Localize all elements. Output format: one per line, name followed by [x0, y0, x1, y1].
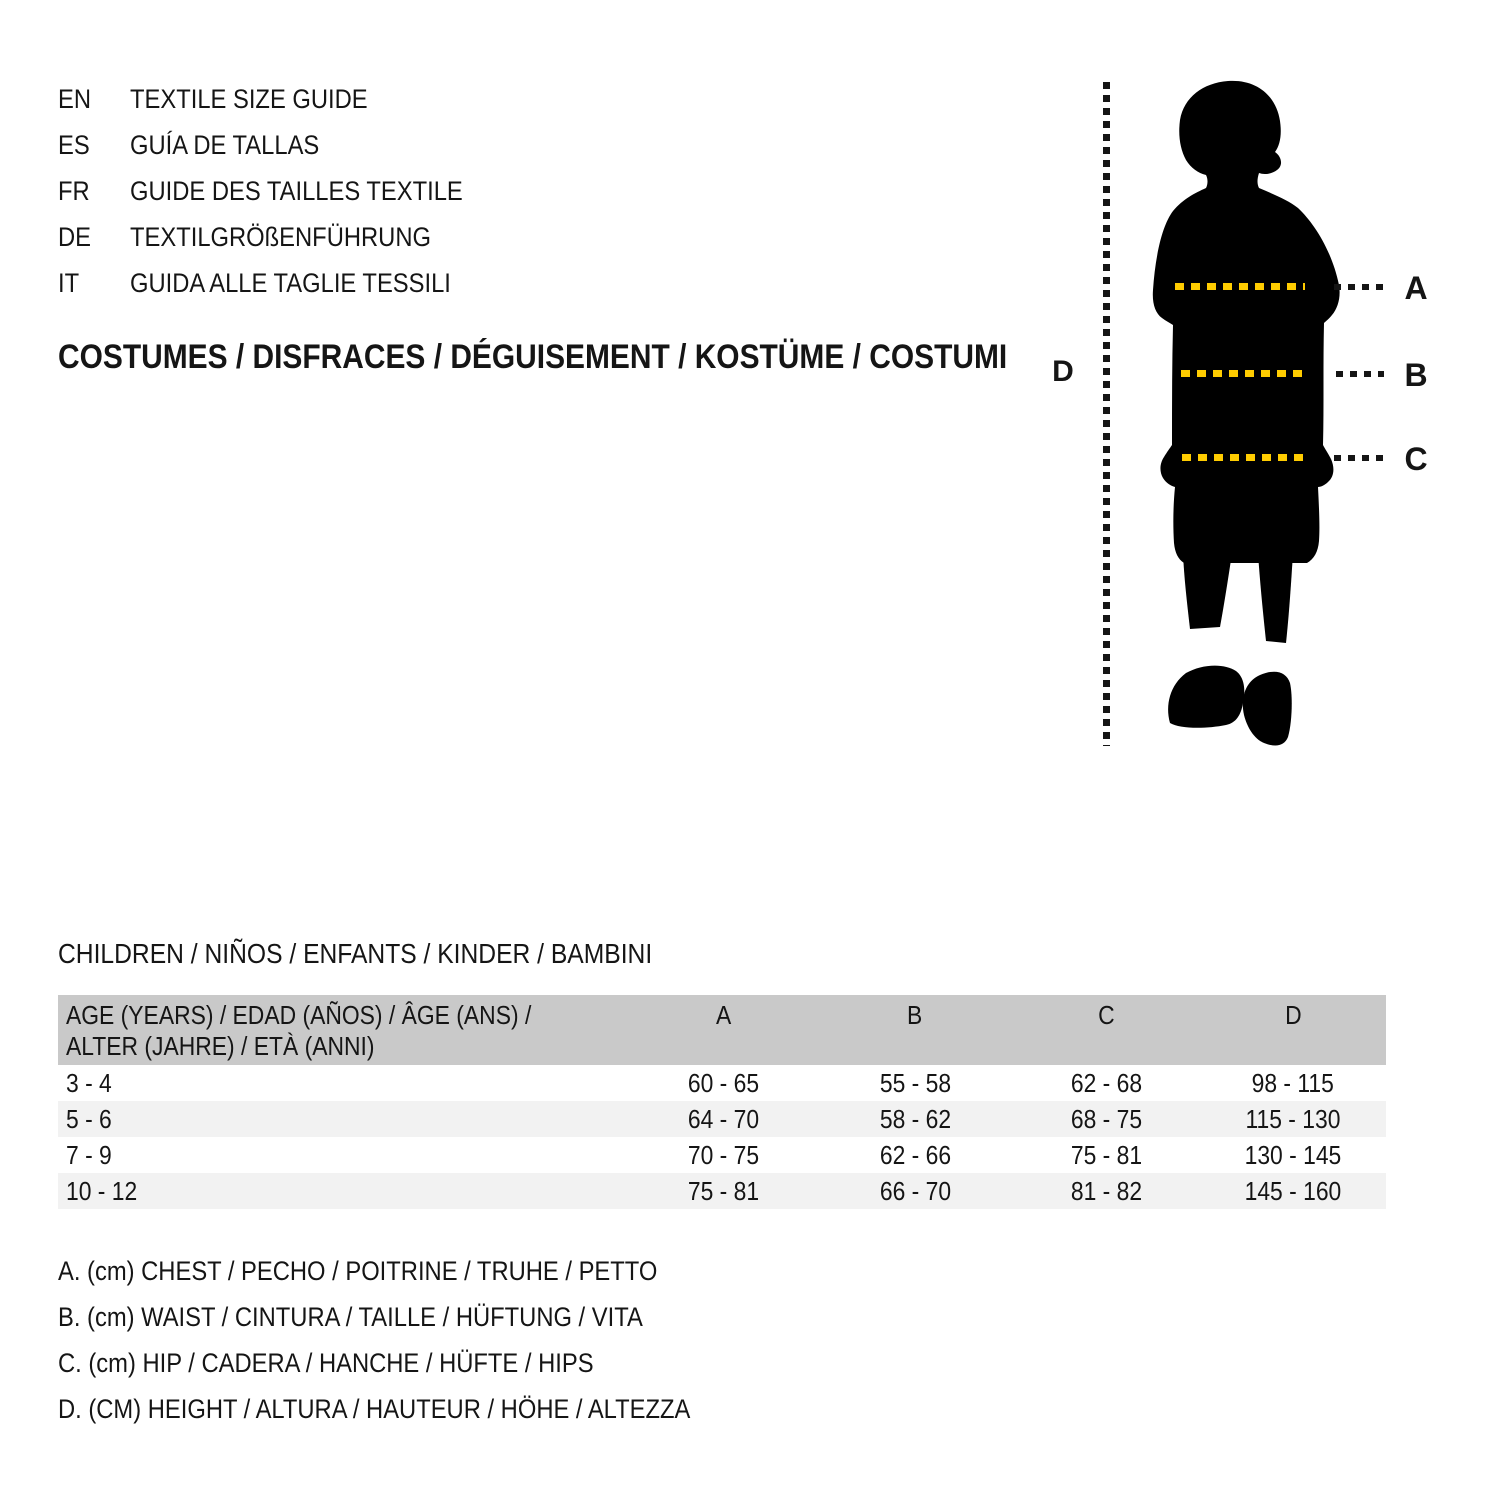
language-label: GUÍA DE TALLAS [130, 129, 320, 160]
value-cell-d: 130 - 145 [1244, 1139, 1342, 1170]
child-silhouette [1128, 75, 1380, 747]
legend-line: B. (cm) WAIST / CINTURA / TAILLE / HÜFTUNG / VITA [58, 1301, 643, 1332]
value-cell-b: 58 - 62 [879, 1103, 951, 1134]
measure-legend [58, 1248, 777, 1432]
value-cell-a: 70 - 75 [687, 1139, 760, 1170]
age-cell: 5 - 6 [66, 1103, 112, 1134]
language-label: TEXTILE SIZE GUIDE [130, 83, 368, 114]
height-dotted-line [1103, 82, 1110, 746]
table-row [58, 1173, 1386, 1209]
language-code: ES [58, 129, 90, 160]
column-header-d: D [1284, 1000, 1302, 1030]
value-cell-d: 145 - 160 [1244, 1175, 1342, 1206]
hip-line [1182, 454, 1306, 461]
value-cell-b: 62 - 66 [879, 1139, 951, 1170]
table-section-title [58, 938, 733, 970]
language-row [58, 260, 508, 306]
language-row [58, 214, 508, 260]
size-table [58, 995, 1438, 1209]
column-header-b: B [907, 1000, 923, 1030]
value-cell-b: 66 - 70 [879, 1175, 951, 1206]
language-label: GUIDA ALLE TAGLIE TESSILI [130, 267, 451, 298]
value-cell-a: 75 - 81 [687, 1175, 760, 1206]
language-code: FR [58, 175, 90, 206]
age-cell: 3 - 4 [66, 1067, 112, 1098]
language-row [58, 122, 508, 168]
language-row [58, 76, 508, 122]
table-header-row [58, 995, 1386, 1065]
measure-label-c: C [1404, 441, 1428, 477]
chest-line [1175, 283, 1305, 290]
measure-label-b: B [1404, 357, 1428, 393]
table-row [58, 1137, 1386, 1173]
age-column-header [58, 995, 630, 1065]
column-header-c: C [1098, 1000, 1115, 1030]
value-cell-d: 115 - 130 [1245, 1103, 1341, 1134]
value-cell-a: 64 - 70 [687, 1103, 760, 1134]
value-cell-c: 81 - 82 [1070, 1175, 1143, 1206]
language-row [58, 168, 508, 214]
value-cell-d: 98 - 115 [1251, 1067, 1335, 1098]
age-header-line1: AGE (YEARS) / EDAD (AÑOS) / ÂGE (ANS) / [66, 1000, 532, 1030]
age-cell: 7 - 9 [66, 1139, 112, 1170]
age-header-line2: ALTER (JAHRE) / ETÀ (ANNI) [66, 1031, 375, 1061]
value-cell-c: 62 - 68 [1070, 1067, 1143, 1098]
waist-line [1181, 370, 1302, 377]
age-cell: 10 - 12 [66, 1175, 138, 1206]
table-row [58, 1065, 1386, 1101]
hip-connector [1334, 455, 1384, 461]
value-cell-b: 55 - 58 [879, 1067, 951, 1098]
legend-line: D. (CM) HEIGHT / ALTURA / HAUTEUR / HÖHE / ALTEZZA [58, 1393, 691, 1424]
category-title [58, 338, 1137, 377]
value-cell-c: 68 - 75 [1070, 1103, 1143, 1134]
waist-connector [1336, 371, 1384, 377]
table-section-title-text: CHILDREN / NIÑOS / ENFANTS / KINDER / BAMBINI [58, 938, 653, 969]
legend-line: C. (cm) HIP / CADERA / HANCHE / HÜFTE / HIPS [58, 1347, 594, 1378]
value-cell-c: 75 - 81 [1070, 1139, 1143, 1170]
measure-label-d: D [1052, 355, 1074, 388]
legend-line: A. (cm) CHEST / PECHO / POITRINE / TRUHE / PETTO [58, 1255, 658, 1286]
table-row [58, 1101, 1386, 1137]
category-title-text: COSTUMES / DISFRACES / DÉGUISEMENT / KOSTÜME / COSTUMI [58, 338, 1008, 376]
column-header-a: A [715, 1000, 732, 1030]
measure-label-a: A [1404, 270, 1428, 306]
language-label: TEXTILGRÖßENFÜHRUNG [130, 221, 431, 252]
value-cell-a: 60 - 65 [687, 1067, 760, 1098]
language-list [58, 76, 508, 306]
chest-connector [1334, 284, 1384, 290]
language-code: IT [58, 267, 80, 298]
language-code: DE [58, 221, 92, 252]
language-label: GUIDE DES TAILLES TEXTILE [130, 175, 463, 206]
language-code: EN [58, 83, 92, 114]
